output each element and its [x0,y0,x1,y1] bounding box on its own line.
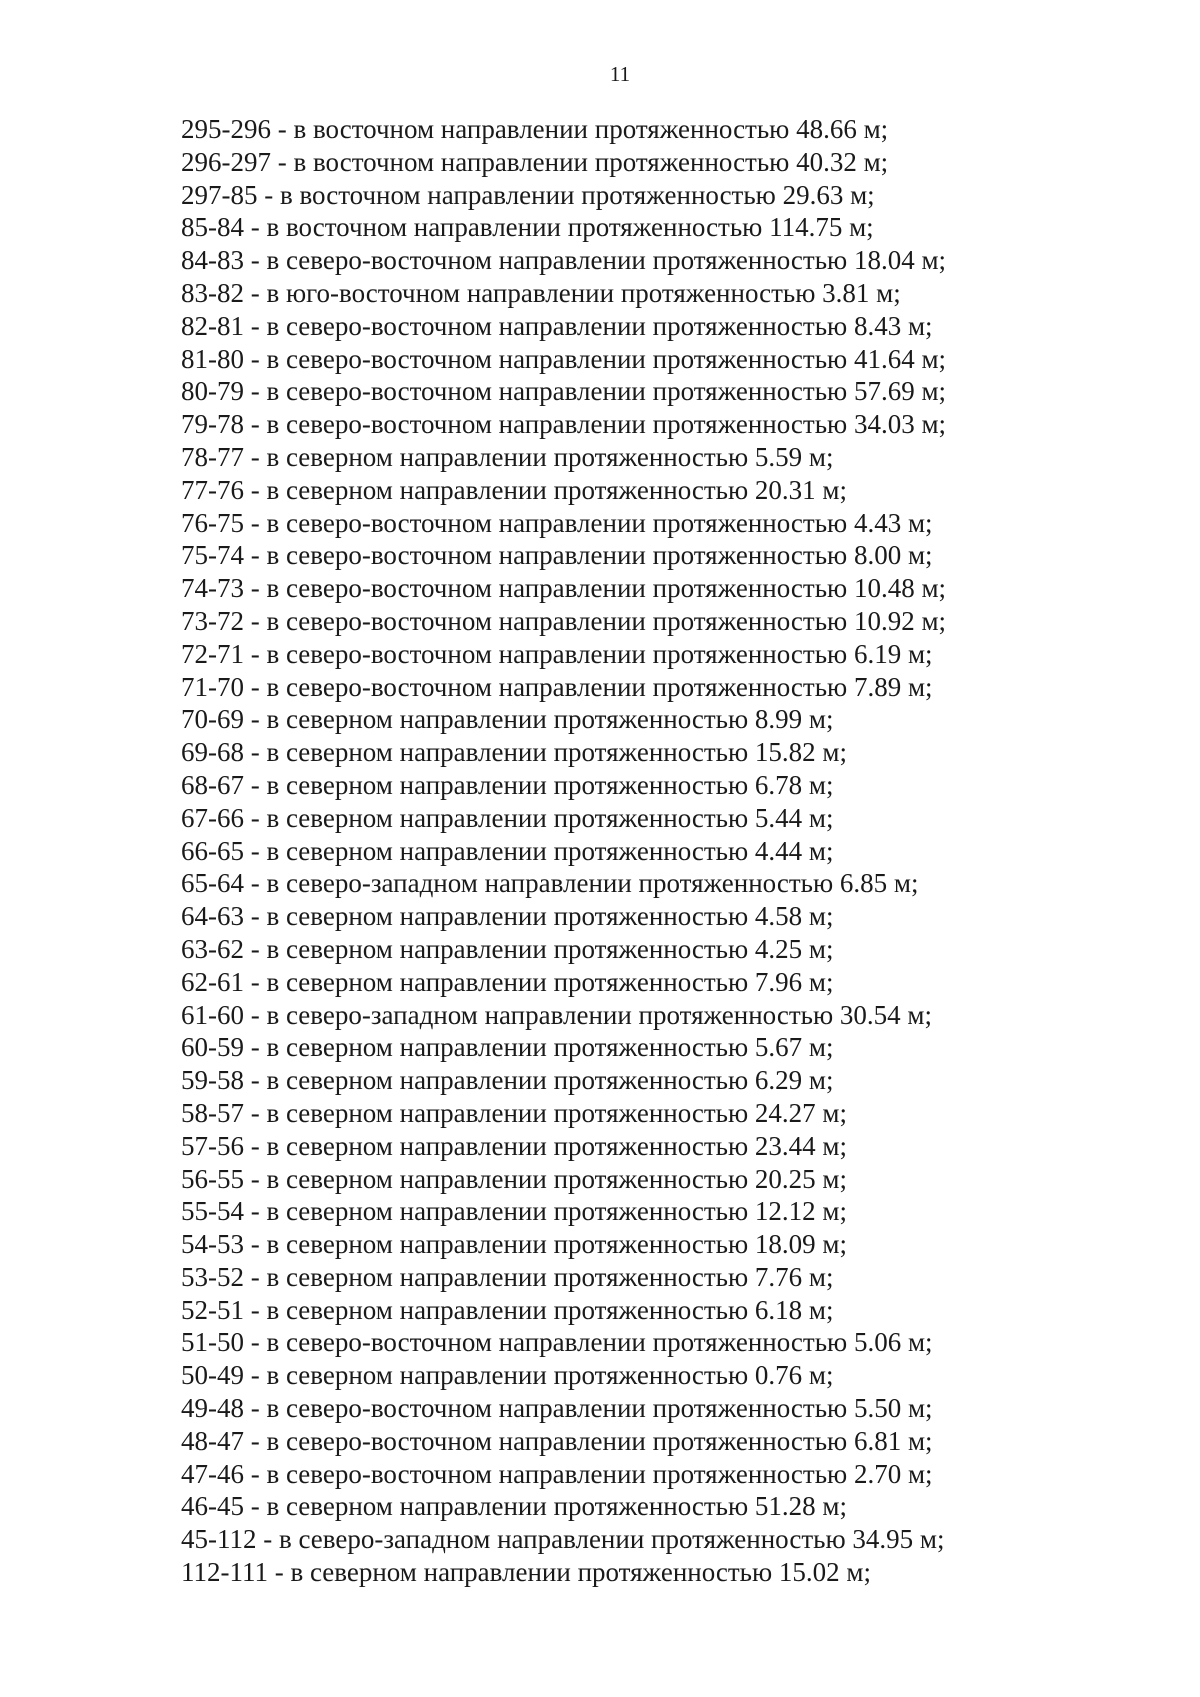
boundary-segment-line: 56-55 - в северном направлении протяженностью 20.25 м; [181,1163,847,1194]
boundary-segment-line: 80-79 - в северо-восточном направлении протяженностью 57.69 м; [181,376,947,407]
boundary-segment-line: 67-66 - в северном направлении протяженностью 5.44 м; [181,802,834,833]
boundary-segment-line: 45-112 - в северо-западном направлении протяженностью 34.95 м; [181,1524,945,1555]
boundary-segment-line: 81-80 - в северо-восточном направлении протяженностью 41.64 м; [181,343,947,374]
boundary-segment-line: 51-50 - в северо-восточном направлении протяженностью 5.06 м; [181,1327,933,1358]
boundary-segment-line: 83-82 - в юго-восточном направлении протяженностью 3.81 м; [181,277,901,308]
boundary-segment-line: 295-296 - в восточном направлении протяженностью 48.66 м; [181,114,889,144]
boundary-segment-line: 59-58 - в северном направлении протяженностью 6.29 м; [181,1065,834,1096]
boundary-segment-line: 85-84 - в восточном направлении протяженностью 114.75 м; [181,212,874,243]
boundary-segment-line: 49-48 - в северо-восточном направлении протяженностью 5.50 м; [181,1393,933,1424]
boundary-segment-line: 82-81 - в северо-восточном направлении протяженностью 8.43 м; [181,310,933,341]
boundary-segment-line: 63-62 - в северном направлении протяженностью 4.25 м; [181,933,834,964]
boundary-segment-line: 47-46 - в северо-восточном направлении протяженностью 2.70 м; [181,1458,933,1489]
boundary-segment-line: 64-63 - в северном направлении протяженностью 4.58 м; [181,901,834,932]
boundary-segment-line: 55-54 - в северном направлении протяженностью 12.12 м; [181,1196,847,1227]
boundary-segment-line: 54-53 - в северном направлении протяженностью 18.09 м; [181,1229,847,1260]
boundary-segment-line: 297-85 - в восточном направлении протяженностью 29.63 м; [181,179,875,210]
boundary-segment-line: 75-74 - в северо-восточном направлении протяженностью 8.00 м; [181,540,933,571]
boundary-segment-line: 60-59 - в северном направлении протяженностью 5.67 м; [181,1032,834,1063]
boundary-segment-line: 66-65 - в северном направлении протяженностью 4.44 м; [181,835,834,866]
boundary-segment-line: 69-68 - в северном направлении протяженностью 15.82 м; [181,737,847,768]
boundary-segment-line: 57-56 - в северном направлении протяженностью 23.44 м; [181,1130,847,1161]
boundary-segment-line: 296-297 - в восточном направлении протяженностью 40.32 м; [181,146,889,177]
boundary-segment-line: 76-75 - в северо-восточном направлении протяженностью 4.43 м; [181,507,933,538]
boundary-segment-line: 62-61 - в северном направлении протяженностью 7.96 м; [181,966,834,997]
boundary-segment-line: 61-60 - в северо-западном направлении протяженностью 30.54 м; [181,999,932,1030]
boundary-segment-line: 84-83 - в северо-восточном направлении протяженностью 18.04 м; [181,245,947,276]
boundary-segment-line: 68-67 - в северном направлении протяженностью 6.78 м; [181,769,834,800]
boundary-segment-line: 48-47 - в северо-восточном направлении протяженностью 6.81 м; [181,1425,933,1456]
boundary-segment-line: 73-72 - в северо-восточном направлении протяженностью 10.92 м; [181,605,947,636]
boundary-segment-line: 72-71 - в северо-восточном направлении протяженностью 6.19 м; [181,638,933,669]
boundary-segment-line: 112-111 - в северном направлении протяженностью 15.02 м; [181,1557,871,1588]
boundary-segment-line: 46-45 - в северном направлении протяженностью 51.28 м; [181,1491,847,1522]
boundary-segment-line: 70-69 - в северном направлении протяженностью 8.99 м; [181,704,834,735]
boundary-segment-line: 58-57 - в северном направлении протяженностью 24.27 м; [181,1097,847,1128]
page-number: 11 [609,62,631,86]
boundary-segment-line: 79-78 - в северо-восточном направлении протяженностью 34.03 м; [181,409,947,440]
boundary-segment-line: 53-52 - в северном направлении протяженностью 7.76 м; [181,1261,834,1292]
boundary-segment-line: 71-70 - в северо-восточном направлении протяженностью 7.89 м; [181,671,933,702]
boundary-segment-line: 65-64 - в северо-западном направлении протяженностью 6.85 м; [181,868,919,899]
boundary-segment-line: 78-77 - в северном направлении протяженностью 5.59 м; [181,441,834,472]
boundary-description-list [181,113,1181,1589]
boundary-segment-line: 50-49 - в северном направлении протяженностью 0.76 м; [181,1360,834,1391]
boundary-segment-line: 52-51 - в северном направлении протяженностью 6.18 м; [181,1294,834,1325]
boundary-segment-line: 77-76 - в северном направлении протяженностью 20.31 м; [181,474,847,505]
boundary-segment-line: 74-73 - в северо-восточном направлении протяженностью 10.48 м; [181,573,947,604]
